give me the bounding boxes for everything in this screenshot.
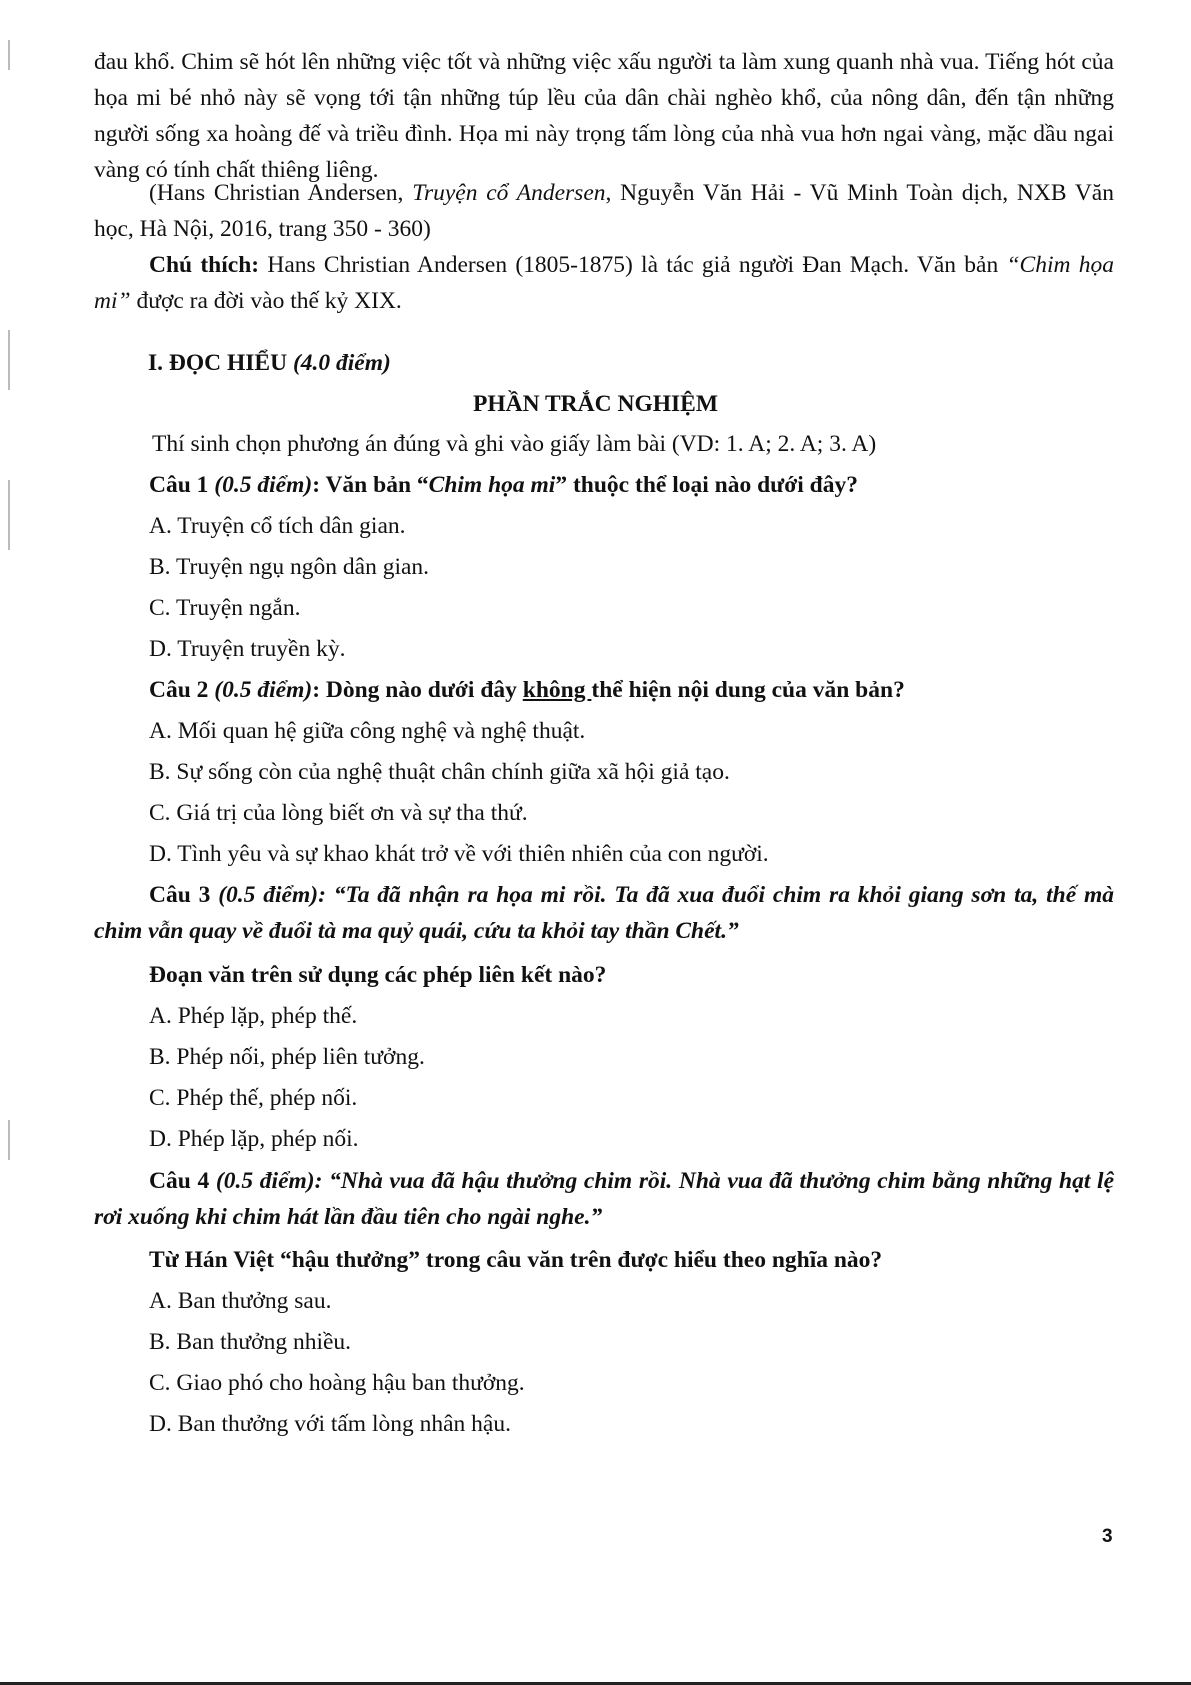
q2-label: Câu 2: [149, 677, 215, 703]
q2-option-d: D. Tình yêu và sự khao khát trở về với thiên nhiên của con người.: [149, 841, 769, 867]
question-3: [94, 877, 1114, 949]
q2-option-a: A. Mối quan hệ giữa công nghệ và nghệ thuật.: [149, 718, 586, 744]
q4-option-c: C. Giao phó cho hoàng hậu ban thưởng.: [149, 1370, 525, 1396]
q1-option-d: D. Truyện truyền kỳ.: [149, 636, 346, 662]
scan-margin-mark: [8, 40, 10, 70]
q1-label: Câu 1: [149, 472, 215, 498]
q1-points: (0.5 điểm): [214, 472, 313, 498]
note-title: “Chim họa mi”: [94, 252, 1114, 314]
q3-option-d: D. Phép lặp, phép nối.: [149, 1126, 359, 1152]
q2-option-b: B. Sự sống còn của nghệ thuật chân chính giữa xã hội giả tạo.: [149, 759, 730, 785]
q4-option-d: D. Ban thưởng với tấm lòng nhân hậu.: [149, 1411, 511, 1437]
q3-label: Câu 3: [149, 882, 219, 908]
q2-text-b: thể hiện nội dung của văn bản?: [591, 677, 905, 703]
author-note: [94, 247, 1114, 319]
q4-question: Từ Hán Việt “hậu thưởng” trong câu văn trên được hiểu theo nghĩa nào?: [149, 1247, 883, 1273]
source-title: Truyện cổ Andersen: [412, 180, 606, 206]
scan-margin-mark: [8, 330, 10, 390]
q4-option-b: B. Ban thưởng nhiều.: [149, 1329, 352, 1355]
question-4: [94, 1163, 1114, 1235]
q3-option-a: A. Phép lặp, phép thế.: [149, 1003, 358, 1029]
part-title: PHẦN TRẮC NGHIỆM: [472, 391, 719, 417]
note-suffix: được ra đời vào thế kỷ XIX.: [130, 288, 402, 314]
source-citation: [94, 175, 1114, 247]
q4-points: (0.5 điểm): [215, 1168, 315, 1194]
section-heading: [148, 345, 391, 381]
passage-paragraph: đau khổ. Chim sẽ hót lên những việc tốt và những việc xấu người ta làm xung quanh nhà vua. Tiếng hót của họa mi bé nhỏ này sẽ vọng tới tận những túp lều của dân chài nghèo khổ, của nông dân, đến tận những người sống xa hoàng đế và triều đình. Họa mi này trọng tấm lòng của nhà vua hơn ngai vàng, mặc dầu ngai vàng có tính chất thiêng liêng.: [94, 49, 1114, 183]
q4-label: Câu 4: [149, 1168, 216, 1194]
q1-title: Chim họa mi: [428, 472, 556, 498]
section-points: (4.0 điểm): [292, 350, 391, 376]
q2-points: (0.5 điểm): [214, 677, 313, 703]
q4-option-a: A. Ban thưởng sau.: [149, 1288, 332, 1314]
section-title: I. ĐỌC HIỂU: [148, 350, 288, 376]
q2-text-a: : Dòng nào dưới đây: [312, 677, 523, 703]
q2-underlined: không: [522, 677, 592, 703]
note-text: Hans Christian Andersen (1805-1875) là tác giả người Đan Mạch. Văn bản: [259, 252, 1007, 278]
q3-option-c: C. Phép thế, phép nối.: [149, 1085, 358, 1111]
question-1: [149, 467, 858, 503]
note-label: Chú thích:: [149, 252, 260, 278]
q1-option-b: B. Truyện ngụ ngôn dân gian.: [149, 554, 430, 580]
q3-question: Đoạn văn trên sử dụng các phép liên kết nào?: [149, 962, 607, 988]
source-prefix: (Hans Christian Andersen,: [149, 180, 413, 206]
q1-option-c: C. Truyện ngắn.: [149, 595, 301, 621]
q3-option-b: B. Phép nối, phép liên tưởng.: [149, 1044, 425, 1070]
scan-margin-mark: [8, 480, 10, 550]
instruction: Thí sinh chọn phương án đúng và ghi vào giấy làm bài (VD: 1. A; 2. A; 3. A): [152, 431, 877, 457]
source-suffix: , Nguyễn Văn Hải - Vũ Minh Toàn dịch, NXB Văn học, Hà Nội, 2016, trang 350 - 360): [94, 180, 1114, 242]
q1-text-b: ” thuộc thể loại nào dưới đây?: [555, 472, 858, 498]
question-2: [149, 672, 905, 708]
page-number: 3: [1102, 1526, 1113, 1547]
scan-margin-mark: [8, 1120, 10, 1160]
q3-points: (0.5 điểm): [218, 882, 319, 908]
q4-quote: : “Nhà vua đã hậu thưởng chim rồi. Nhà vua đã thưởng chim bằng những hạt lệ rơi xuống khi chim hát lần đầu tiên cho ngài nghe.”: [94, 1168, 1115, 1230]
q1-text-a: : Văn bản “: [312, 472, 429, 498]
q3-quote: : “Ta đã nhận ra họa mi rồi. Ta đã xua đuổi chim ra khỏi giang sơn ta, thế mà chim vẫn quay về đuổi tà ma quỷ quái, cứu ta khỏi tay thần Chết.”: [94, 882, 1114, 944]
q2-option-c: C. Giá trị của lòng biết ơn và sự tha thứ.: [149, 800, 528, 826]
q1-option-a: A. Truyện cổ tích dân gian.: [149, 513, 406, 539]
